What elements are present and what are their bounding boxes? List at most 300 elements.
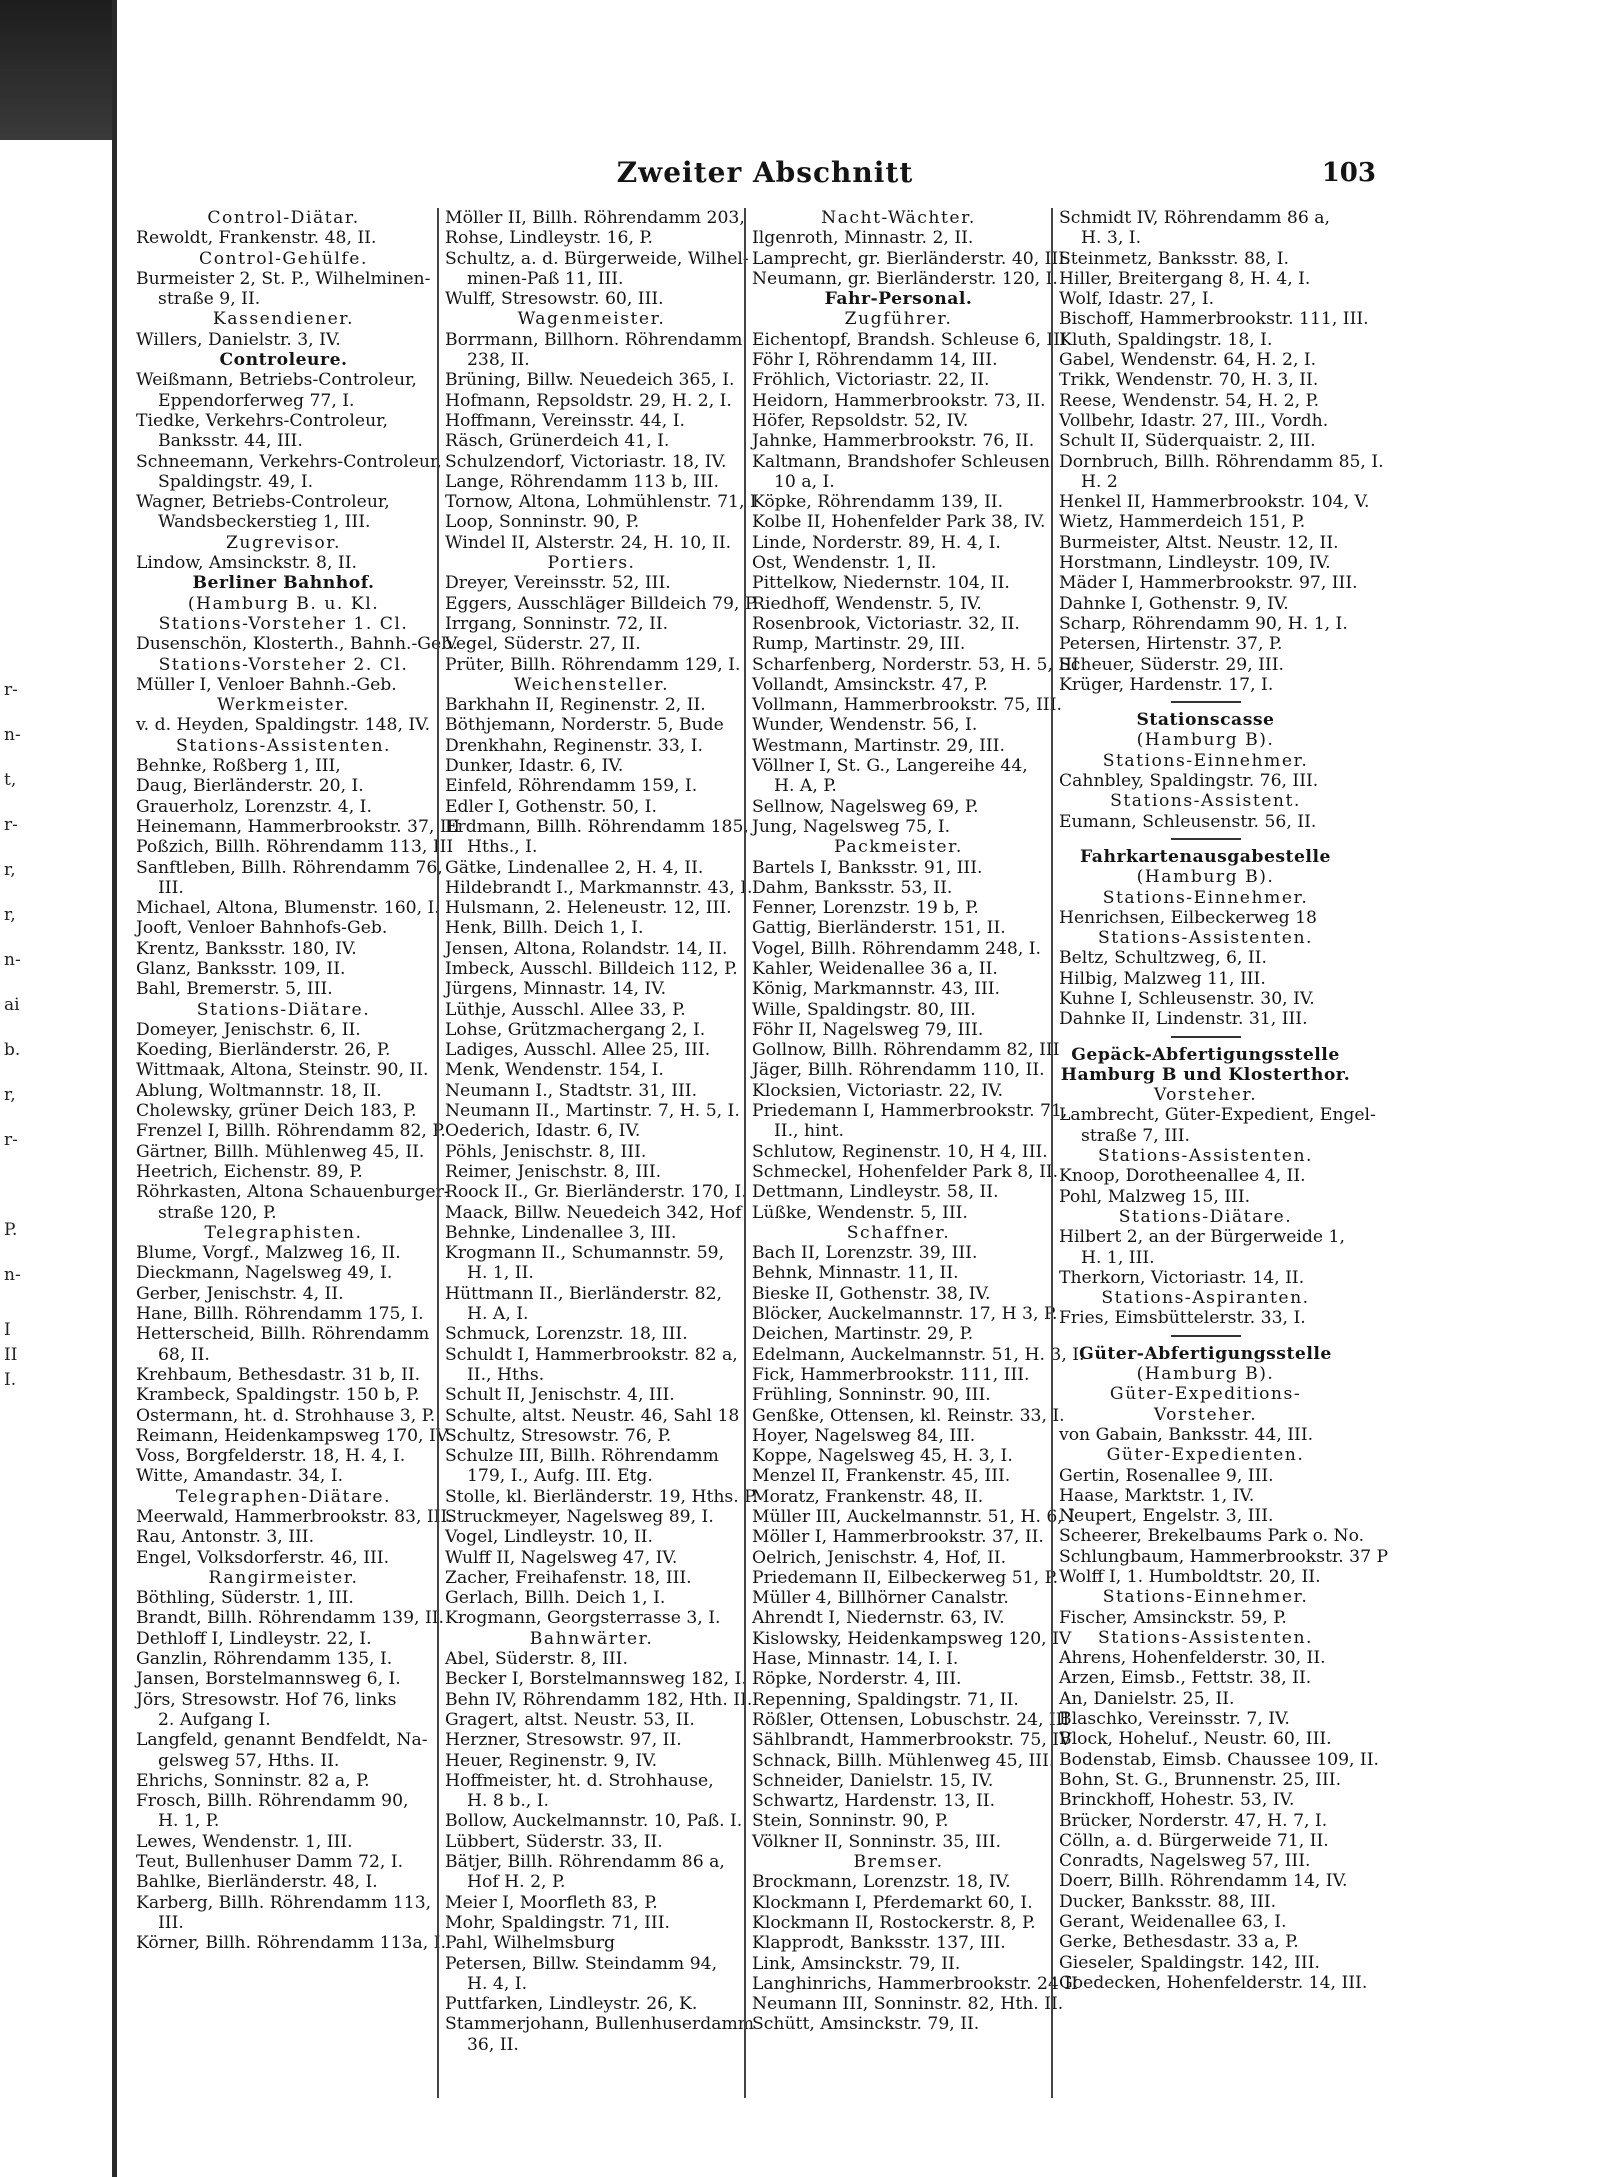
directory-entry: Burmeister, Altst. Neustr. 12, II. xyxy=(1059,532,1339,553)
directory-entry: Meier I, Moorfleth 83, P. xyxy=(445,1892,658,1913)
section-heading: Bahnwärter. xyxy=(529,1628,654,1649)
entry-continuation: Hof H. 2, P. xyxy=(467,1872,566,1893)
directory-entry: Teut, Bullenhuser Damm 72, I. xyxy=(136,1852,404,1873)
directory-entry: Räsch, Grünerdeich 41, I. xyxy=(445,431,670,452)
directory-entry: Tiedke, Verkehrs-Controleur, xyxy=(136,410,388,431)
directory-entry: Dreyer, Vereinsstr. 52, III. xyxy=(445,573,671,594)
directory-entry: Klockmann I, Pferdemarkt 60, I. xyxy=(752,1892,1033,1913)
directory-entry: Rohse, Lindleystr. 16, P. xyxy=(445,228,653,249)
directory-entry: Borrmann, Billhorn. Röhrendamm xyxy=(445,329,743,350)
margin-fragment: n- xyxy=(4,950,21,970)
directory-entry: Schulze III, Billh. Röhrendamm xyxy=(445,1446,719,1467)
margin-fragment: I. xyxy=(4,1370,17,1390)
directory-entry: Neupert, Engelstr. 3, III. xyxy=(1059,1506,1274,1527)
entry-continuation: Wandsbeckerstieg 1, III. xyxy=(158,512,371,533)
directory-entry: Bohn, St. G., Brunnenstr. 25, III. xyxy=(1059,1769,1342,1790)
directory-entry: Wolff I, 1. Humboldtstr. 20, II. xyxy=(1059,1567,1321,1587)
directory-entry: Oelrich, Jenischstr. 4, Hof, II. xyxy=(752,1547,1007,1568)
directory-entry: Behnke, Roßberg 1, III, xyxy=(136,756,341,777)
section-title: Controleure. xyxy=(219,350,348,371)
directory-entry: Blaschko, Vereinsstr. 7, IV. xyxy=(1059,1709,1290,1730)
margin-fragment: r, xyxy=(4,905,16,925)
section-divider xyxy=(1171,1036,1241,1038)
directory-entry: Burmeister 2, St. P., Wilhelminen- xyxy=(136,268,431,289)
directory-entry: Lohse, Grützmachergang 2, I. xyxy=(445,1019,706,1040)
directory-entry: Schulte, altst. Neustr. 46, Sahl 18 xyxy=(445,1405,740,1426)
directory-entry: Hofmann, Repsoldstr. 29, H. 2, I. xyxy=(445,390,732,411)
directory-entry: Hildebrandt I., Markmannstr. 43, I. xyxy=(445,877,753,898)
directory-entry: Krambeck, Spaldingstr. 150 b, P. xyxy=(136,1385,420,1406)
directory-entry: Scharp, Röhrendamm 90, H. 1, I. xyxy=(1059,613,1348,634)
directory-entry: Köpke, Röhrendamm 139, II. xyxy=(752,492,1004,513)
directory-entry: Cölln, a. d. Bürgerweide 71, II. xyxy=(1059,1830,1329,1851)
directory-entry: Rewoldt, Frankenstr. 48, II. xyxy=(136,228,377,249)
directory-entry: Fries, Eimsbüttelerstr. 33, I. xyxy=(1059,1308,1306,1329)
directory-entry: Therkorn, Victoriastr. 14, II. xyxy=(1059,1267,1305,1288)
directory-entry: Scheuer, Süderstr. 29, III. xyxy=(1059,654,1284,675)
directory-entry: Dethloff I, Lindleystr. 22, I. xyxy=(136,1628,372,1649)
directory-entry: Röhrkasten, Altona Schauenburger- xyxy=(136,1182,450,1203)
directory-entry: Steinmetz, Banksstr. 88, I. xyxy=(1059,248,1289,269)
directory-entry: Wunder, Wendenstr. 56, I. xyxy=(752,715,978,736)
directory-entry: Hase, Minnastr. 14, I. I. xyxy=(752,1649,959,1670)
directory-entry: Knoop, Dorotheenallee 4, II. xyxy=(1059,1166,1306,1187)
directory-entry: Föhr II, Nagelsweg 79, III. xyxy=(752,1019,984,1040)
directory-entry: Reimer, Jenischstr. 8, III. xyxy=(445,1161,662,1182)
entry-continuation: II., hint. xyxy=(774,1121,844,1142)
directory-entry: Schultz, Stresowstr. 76, P. xyxy=(445,1425,672,1446)
directory-entry: Goedecken, Hohenfelderstr. 14, III. xyxy=(1059,1972,1368,1993)
directory-entry: Hiller, Breitergang 8, H. 4, I. xyxy=(1059,268,1311,289)
directory-entry: Bahl, Bremerstr. 5, III. xyxy=(136,979,333,1000)
directory-entry: Behnke, Lindenallee 3, III. xyxy=(445,1222,677,1243)
directory-entry: Schmidt IV, Röhrendamm 86 a, xyxy=(1059,208,1330,228)
section-heading: Stations-Aspiranten. xyxy=(1101,1288,1310,1309)
directory-page xyxy=(130,150,1400,2140)
directory-entry: Ehrichs, Sonninstr. 82 a, P. xyxy=(136,1770,370,1791)
directory-entry: Jooft, Venloer Bahnhofs-Geb. xyxy=(136,918,388,939)
directory-entry: Horstmann, Lindleystr. 109, IV. xyxy=(1059,553,1331,574)
directory-entry: Vollandt, Amsinckstr. 47, P. xyxy=(752,674,988,695)
directory-entry: Brücker, Norderstr. 47, H. 7, I. xyxy=(1059,1810,1328,1831)
directory-entry: Kislowsky, Heidenkampsweg 120, IV xyxy=(752,1628,1072,1649)
directory-entry: Jürgens, Minnastr. 14, IV. xyxy=(445,979,667,1000)
directory-entry: Linde, Norderstr. 89, H. 4, I. xyxy=(752,532,1001,553)
entry-continuation: 36, II. xyxy=(467,2034,519,2055)
directory-entry: Wittmaak, Altona, Steinstr. 90, II. xyxy=(136,1060,429,1081)
margin-fragment: II xyxy=(4,1345,18,1365)
directory-entry: Ahrendt I, Niedernstr. 63, IV. xyxy=(752,1608,1005,1629)
directory-entry: Eichentopf, Brandsh. Schleuse 6, III. xyxy=(752,329,1073,350)
directory-entry: Weißmann, Betriebs-Controleur, xyxy=(136,370,417,391)
directory-entry: Block, Hoheluf., Neustr. 60, III. xyxy=(1059,1729,1332,1750)
section-heading: Packmeister. xyxy=(834,837,963,858)
margin-fragment: t, xyxy=(4,770,17,790)
directory-entry: Imbeck, Ausschl. Billdeich 112, P. xyxy=(445,958,738,979)
directory-entry: Gabel, Wendenstr. 64, H. 2, I. xyxy=(1059,350,1317,371)
section-heading: Stations-Assistent. xyxy=(1110,791,1301,812)
directory-entry: Müller 4, Billhörner Canalstr. xyxy=(752,1588,1009,1609)
directory-entry: Brinckhoff, Hohestr. 53, IV. xyxy=(1059,1790,1295,1811)
directory-entry: Jahnke, Hammerbrookstr. 76, II. xyxy=(752,431,1035,452)
directory-entry: Hilbig, Malzweg 11, III. xyxy=(1059,968,1266,989)
directory-entry: Heinemann, Hammerbrookstr. 37, III xyxy=(136,816,461,837)
directory-entry: Repenning, Spaldingstr. 71, II. xyxy=(752,1689,1019,1710)
section-heading: (Hamburg B). xyxy=(1136,867,1275,888)
directory-entry: Rößler, Ottensen, Lobuschstr. 24, III xyxy=(752,1709,1070,1730)
directory-entry: Ducker, Banksstr. 88, III. xyxy=(1059,1891,1277,1912)
directory-entry: Pittelkow, Niedernstr. 104, II. xyxy=(752,573,1010,594)
directory-entry: Petersen, Hirtenstr. 37, P. xyxy=(1059,634,1283,655)
directory-entry: Westmann, Martinstr. 29, III. xyxy=(752,735,1005,756)
entry-continuation: II., Hths. xyxy=(467,1364,545,1385)
directory-entry: Gollnow, Billh. Röhrendamm 82, III xyxy=(752,1040,1060,1061)
directory-entry: Schlutow, Reginenstr. 10, H 4, III. xyxy=(752,1141,1048,1162)
directory-entry: Ahrens, Hohenfelderstr. 30, II. xyxy=(1059,1648,1326,1669)
entry-continuation: 238, II. xyxy=(467,350,530,371)
entry-continuation: 10 a, I. xyxy=(774,471,835,492)
margin-fragment: I xyxy=(4,1320,11,1340)
directory-entry: Gieseler, Spaldingstr. 142, III. xyxy=(1059,1952,1320,1973)
margin-fragment: b. xyxy=(4,1040,21,1060)
directory-entry: Grauerholz, Lorenzstr. 4, I. xyxy=(136,796,372,817)
directory-entry: Zacher, Freihafenstr. 18, III. xyxy=(445,1567,692,1588)
section-heading: Rangirmeister. xyxy=(208,1567,359,1588)
directory-entry: Gerant, Weidenallee 63, I. xyxy=(1059,1912,1287,1933)
directory-entry: Link, Amsinckstr. 79, II. xyxy=(752,1953,961,1974)
directory-entry: Puttfarken, Lindleystr. 26, K. xyxy=(445,1994,698,2015)
directory-entry: Erdmann, Billh. Röhrendamm 185, xyxy=(445,816,749,837)
directory-entry: Bieske II, Gothenstr. 38, IV. xyxy=(752,1283,991,1304)
directory-entry: Fenner, Lorenzstr. 19 b, P. xyxy=(752,898,979,919)
directory-entry: Reese, Wendenstr. 54, H. 2, P. xyxy=(1059,390,1320,411)
directory-entry: Gerlach, Billh. Deich 1, I. xyxy=(445,1588,666,1609)
directory-entry: Struckmeyer, Nagelsweg 89, I. xyxy=(445,1507,714,1527)
margin-fragment: r, xyxy=(4,860,16,880)
directory-entry: Schneider, Danielstr. 15, IV. xyxy=(752,1770,994,1791)
directory-entry: Lambrecht, Güter-Expedient, Engel- xyxy=(1059,1105,1376,1126)
directory-entry: Lamprecht, gr. Bierländerstr. 40, III. xyxy=(752,248,1071,269)
directory-entry: Wille, Spaldingstr. 80, III. xyxy=(752,999,976,1020)
directory-entry: Ganzlin, Röhrendamm 135, I. xyxy=(136,1649,393,1670)
directory-entry: Röpke, Norderstr. 4, III. xyxy=(752,1669,962,1690)
section-heading: Stations-Diätare. xyxy=(196,999,371,1020)
directory-entry: Neumann II., Martinstr. 7, H. 5, I. xyxy=(445,1101,740,1122)
directory-entry: Ostermann, ht. d. Strohhause 3, P. xyxy=(136,1405,436,1426)
directory-entry: Pohl, Malzweg 15, III. xyxy=(1059,1186,1251,1207)
directory-entry: Behn IV, Röhrendamm 182, Hth. II. xyxy=(445,1689,753,1710)
directory-entry: Bätjer, Billh. Röhrendamm 86 a, xyxy=(445,1852,725,1873)
page-title: Zweiter Abschnitt xyxy=(616,156,914,189)
directory-entry: Frühling, Sonninstr. 90, III. xyxy=(752,1385,991,1406)
directory-entry: Schmeckel, Hohenfelder Park 8, II. xyxy=(752,1161,1059,1182)
directory-entry: Schütt, Amsinckstr. 79, II. xyxy=(752,2014,980,2035)
section-title: Berliner Bahnhof. xyxy=(192,573,375,594)
scan-shadow xyxy=(0,0,112,140)
section-heading: Stations-Assistenten. xyxy=(1097,928,1313,949)
section-heading: Portiers. xyxy=(547,553,636,574)
directory-entry: Frenzel I, Billh. Röhrendamm 82, P. xyxy=(136,1121,446,1142)
section-heading: Güter-Expedienten. xyxy=(1106,1445,1305,1466)
column-1 xyxy=(130,208,461,2098)
directory-entry: Schmuck, Lorenzstr. 18, III. xyxy=(445,1324,688,1345)
section-title: Fahrkartenausgabestelle xyxy=(1080,846,1331,867)
directory-entry: Schnack, Billh. Mühlenweg 45, III. xyxy=(752,1750,1055,1771)
directory-entry: Petersen, Billw. Steindamm 94, xyxy=(445,1953,718,1974)
entry-continuation: III. xyxy=(158,1912,184,1933)
directory-entry: Hilbert 2, an der Bürgerweide 1, xyxy=(1059,1227,1345,1248)
directory-entry: Jörs, Stresowstr. Hof 76, links xyxy=(136,1689,397,1710)
directory-entry: Sählbrandt, Hammerbrookstr. 75, IV xyxy=(752,1730,1072,1751)
directory-entry: Poßzich, Billh. Röhrendamm 113, III xyxy=(136,837,454,858)
directory-entry: Fick, Hammerbrookstr. 111, III. xyxy=(752,1364,1030,1385)
directory-entry: Lewes, Wendenstr. 1, III. xyxy=(136,1831,353,1852)
directory-entry: Dahm, Banksstr. 53, II. xyxy=(752,877,953,898)
section-heading: Kassendiener. xyxy=(212,309,355,330)
directory-entry: Koeding, Bierländerstr. 26, P. xyxy=(136,1040,391,1061)
directory-entry: Jansen, Borstelmannsweg 6, I. xyxy=(136,1669,401,1690)
directory-entry: Föhr I, Röhrendamm 14, III. xyxy=(752,350,998,371)
entry-continuation: straße 7, III. xyxy=(1081,1125,1190,1146)
directory-entry: Blöcker, Auckelmannstr. 17, H 3, P. xyxy=(752,1304,1058,1325)
directory-entry: Dahnke I, Gothenstr. 9, IV. xyxy=(1059,593,1289,614)
section-divider xyxy=(1171,701,1241,703)
directory-entry: Lindow, Amsinckstr. 8, II. xyxy=(136,553,357,574)
directory-entry: Dettmann, Lindleystr. 58, II. xyxy=(752,1182,999,1203)
directory-entry: Ladiges, Ausschl. Allee 25, III. xyxy=(445,1040,711,1061)
entry-continuation: straße 9, II. xyxy=(158,289,261,310)
directory-entry: Kolbe II, Hohenfelder Park 38, IV. xyxy=(752,512,1046,533)
section-heading: Bremser. xyxy=(853,1852,944,1873)
directory-entry: Krehbaum, Bethesdastr. 31 b, II. xyxy=(136,1364,421,1385)
entry-continuation: H. 3, I. xyxy=(1081,228,1142,249)
directory-entry: Dunker, Idastr. 6, IV. xyxy=(445,756,624,777)
directory-entry: Wolf, Idastr. 27, I. xyxy=(1059,289,1215,310)
section-title: Güter-Abfertigungsstelle xyxy=(1079,1343,1332,1364)
directory-entry: Gärtner, Billh. Mühlenweg 45, II. xyxy=(136,1141,425,1162)
directory-entry: Kaltmann, Brandshofer Schleusen xyxy=(752,451,1050,472)
entry-continuation: minen-Paß 11, III. xyxy=(467,268,624,289)
directory-entry: Vegel, Süderstr. 27, II. xyxy=(445,634,641,655)
directory-entry: Herzner, Stresowstr. 97, II. xyxy=(445,1730,682,1751)
directory-entry: Möller II, Billh. Röhrendamm 203, xyxy=(445,208,745,228)
entry-continuation: H. 1, III. xyxy=(1081,1247,1155,1268)
directory-entry: Lüthje, Ausschl. Allee 33, P. xyxy=(445,999,686,1020)
directory-entry: Bodenstab, Eimsb. Chaussee 109, II. xyxy=(1059,1749,1379,1770)
section-heading: Stations-Einnehmer. xyxy=(1102,1587,1309,1608)
directory-entry: Ablung, Woltmannstr. 18, II. xyxy=(136,1080,382,1101)
directory-entry: Meerwald, Hammerbrookstr. 83, III. xyxy=(136,1507,453,1527)
directory-entry: Glanz, Banksstr. 109, II. xyxy=(136,958,346,979)
directory-entry: Henkel II, Hammerbrookstr. 104, V. xyxy=(1059,492,1370,513)
entry-continuation: H. 8 b., I. xyxy=(467,1791,549,1812)
columns xyxy=(130,208,1400,2098)
directory-entry: Brockmann, Lorenzstr. 18, IV. xyxy=(752,1872,1011,1893)
section-heading: (Hamburg B. u. Kl. xyxy=(187,593,380,614)
directory-entry: Lüßke, Wendenstr. 5, III. xyxy=(752,1202,968,1223)
entry-continuation: H. 1, P. xyxy=(158,1811,220,1832)
section-heading: Zugrevisor. xyxy=(225,532,342,553)
section-title: Stationscasse xyxy=(1136,710,1275,731)
directory-entry: Hane, Billh. Röhrendamm 175, I. xyxy=(136,1304,424,1325)
directory-entry: Brandt, Billh. Röhrendamm 139, II. xyxy=(136,1608,445,1629)
section-title: Fahr-Personal. xyxy=(824,289,973,310)
section-heading: Schaffner. xyxy=(846,1222,951,1243)
section-heading: Stations-Diätare. xyxy=(1118,1206,1293,1227)
directory-entry: Henk, Billh. Deich 1, I. xyxy=(445,918,644,939)
directory-entry: An, Danielstr. 25, II. xyxy=(1059,1688,1235,1709)
margin-fragment: r- xyxy=(4,815,18,835)
directory-entry: Cholewsky, grüner Deich 183, P. xyxy=(136,1101,417,1122)
directory-entry: Gätke, Lindenallee 2, H. 4, II. xyxy=(445,857,704,878)
margin-fragment: r- xyxy=(4,680,18,700)
directory-entry: Roock II., Gr. Bierländerstr. 170, I. xyxy=(445,1182,747,1203)
entry-continuation: Banksstr. 44, III. xyxy=(158,431,303,452)
entry-continuation: 179, I., Aufg. III. Etg. xyxy=(467,1466,653,1487)
directory-entry: Pahl, Wilhelmsburg xyxy=(445,1933,616,1954)
directory-entry: Barkhahn II, Reginenstr. 2, II. xyxy=(445,695,706,716)
directory-entry: Sanftleben, Billh. Röhrendamm 76, xyxy=(136,857,443,878)
directory-entry: Höfer, Repsoldstr. 52, IV. xyxy=(752,410,969,431)
directory-entry: Schlungbaum, Hammerbrookstr. 37 P xyxy=(1059,1546,1389,1567)
directory-entry: Schult II, Süderquaistr. 2, III. xyxy=(1059,431,1316,452)
directory-entry: Menk, Wendenstr. 154, I. xyxy=(445,1060,664,1081)
directory-entry: Schuldt I, Hammerbrookstr. 82 a, xyxy=(445,1344,738,1365)
directory-entry: Doerr, Billh. Röhrendamm 14, IV. xyxy=(1059,1871,1348,1892)
directory-entry: Gerke, Bethesdastr. 33 a, P. xyxy=(1059,1932,1299,1953)
directory-entry: Trikk, Wendenstr. 70, H. 3, II. xyxy=(1059,370,1319,391)
directory-entry: Fröhlich, Victoriastr. 22, II. xyxy=(752,370,990,391)
directory-entry: Krogmann, Georgsterrasse 3, I. xyxy=(445,1608,721,1629)
directory-entry: Wulff, Stresowstr. 60, III. xyxy=(445,289,664,310)
margin-fragment: n- xyxy=(4,725,21,745)
directory-entry: Jäger, Billh. Röhrendamm 110, II. xyxy=(752,1060,1045,1081)
column-3 xyxy=(744,208,1085,2098)
directory-entry: Beltz, Schultzweg, 6, II. xyxy=(1059,948,1267,969)
directory-entry: Karberg, Billh. Röhrendamm 113, xyxy=(136,1892,432,1913)
directory-entry: Vogel, Lindleystr. 10, II. xyxy=(445,1527,653,1548)
entry-continuation: straße 120, P. xyxy=(158,1202,277,1223)
directory-entry: Fischer, Amsinckstr. 59, P. xyxy=(1059,1607,1287,1628)
directory-entry: Irrgang, Sonninstr. 72, II. xyxy=(445,613,669,634)
directory-entry: v. d. Heyden, Spaldingstr. 148, IV. xyxy=(136,715,431,736)
entry-continuation: H. 2 xyxy=(1081,471,1118,492)
directory-entry: Engel, Volksdorferstr. 46, III. xyxy=(136,1547,390,1568)
directory-entry: Domeyer, Jenischstr. 6, II. xyxy=(136,1019,361,1040)
directory-entry: Mohr, Spaldingstr. 71, III. xyxy=(445,1912,670,1933)
margin-fragment: n- xyxy=(4,1265,21,1285)
section-heading: Werkmeister. xyxy=(217,695,350,716)
section-heading: Telegraphen-Diätare. xyxy=(175,1486,392,1507)
directory-entry: Conradts, Nagelsweg 57, III. xyxy=(1059,1851,1311,1872)
directory-entry: Moratz, Frankenstr. 48, II. xyxy=(752,1486,984,1507)
directory-entry: Schneemann, Verkehrs-Controleur, xyxy=(136,451,442,472)
entry-continuation: gelsweg 57, Hths. II. xyxy=(158,1750,340,1771)
directory-entry: Deichen, Martinstr. 29, P. xyxy=(752,1324,974,1345)
directory-entry: Oederich, Idastr. 6, IV. xyxy=(445,1121,641,1142)
directory-entry: Pöhls, Jenischstr. 8, III. xyxy=(445,1141,647,1162)
directory-entry: Behnk, Minnastr. 11, II. xyxy=(752,1263,959,1284)
section-heading: Stations-Vorsteher 1. Cl. xyxy=(158,613,409,634)
entry-continuation: III. xyxy=(158,877,184,898)
directory-entry: Bahlke, Bierländerstr. 48, I. xyxy=(136,1872,378,1893)
directory-entry: Neumann III, Sonninstr. 82, Hth. II. xyxy=(752,1994,1064,2015)
section-title: Gepäck-Abfertigungsstelle xyxy=(1071,1044,1340,1065)
directory-entry: Lübbert, Süderstr. 33, II. xyxy=(445,1831,663,1852)
directory-entry: Bach II, Lorenzstr. 39, III. xyxy=(752,1243,978,1264)
directory-entry: Bischoff, Hammerbrookstr. 111, III. xyxy=(1059,309,1369,330)
section-heading: Güter-Expeditions- xyxy=(1109,1384,1302,1405)
directory-entry: Heetrich, Eichenstr. 89, P. xyxy=(136,1161,363,1182)
margin-fragment: r- xyxy=(4,1130,18,1150)
directory-entry: Dusenschön, Klosterth., Bahnh.-Geb. xyxy=(136,634,458,655)
directory-entry: Müller III, Auckelmannstr. 51, H. 6, I xyxy=(752,1507,1076,1527)
directory-entry: Mäder I, Hammerbrookstr. 97, III. xyxy=(1059,573,1358,594)
directory-entry: Gattig, Bierländerstr. 151, II. xyxy=(752,918,1006,939)
directory-entry: Koppe, Nagelsweg 45, H. 3, I. xyxy=(752,1446,1013,1467)
directory-entry: Rosenbrook, Victoriastr. 32, II. xyxy=(752,613,1020,634)
entry-continuation: 68, II. xyxy=(158,1344,210,1365)
section-divider xyxy=(1171,1335,1241,1337)
directory-entry: Vollmann, Hammerbrookstr. 75, III. xyxy=(752,695,1062,716)
directory-entry: Vogel, Billh. Röhrendamm 248, I. xyxy=(752,938,1042,959)
directory-entry: Maack, Billw. Neuedeich 342, Hof xyxy=(445,1202,742,1223)
directory-entry: Wulff II, Nagelsweg 47, IV. xyxy=(445,1547,678,1568)
directory-entry: Hoffmeister, ht. d. Strohhause, xyxy=(445,1770,714,1791)
section-heading: Telegraphisten. xyxy=(204,1222,363,1243)
directory-entry: Scharfenberg, Norderstr. 53, H. 5, III xyxy=(752,654,1079,675)
section-heading: Control-Diätar. xyxy=(207,208,360,228)
directory-entry: Ost, Wendenstr. 1, II. xyxy=(752,553,937,574)
section-heading: Vorsteher. xyxy=(1153,1404,1258,1425)
directory-entry: Hoyer, Nagelsweg 84, III. xyxy=(752,1425,976,1446)
directory-entry: Michael, Altona, Blumenstr. 160, I. xyxy=(136,898,440,919)
directory-entry: Brüning, Billw. Neuedeich 365, I. xyxy=(445,370,735,391)
section-heading: Stations-Vorsteher 2. Cl. xyxy=(158,654,409,675)
section-heading: Stations-Assistenten. xyxy=(1097,1627,1313,1648)
directory-entry: Bartels I, Banksstr. 91, III. xyxy=(752,857,983,878)
section-heading: Stations-Einnehmer. xyxy=(1102,887,1309,908)
directory-entry: Eggers, Ausschläger Billdeich 79, P. xyxy=(445,593,759,614)
directory-entry: Sellnow, Nagelsweg 69, P. xyxy=(752,796,979,817)
directory-entry: Klockmann II, Rostockerstr. 8, P. xyxy=(752,1912,1036,1933)
directory-entry: Kuhne I, Schleusenstr. 30, IV. xyxy=(1059,988,1315,1009)
directory-entry: Ilgenroth, Minnastr. 2, II. xyxy=(752,228,974,249)
directory-entry: Scheerer, Brekelbaums Park o. No. xyxy=(1059,1526,1365,1547)
directory-entry: von Gabain, Banksstr. 44, III. xyxy=(1059,1424,1314,1445)
margin-fragment: P. xyxy=(4,1220,18,1240)
directory-entry: Böthling, Süderstr. 1, III. xyxy=(136,1588,354,1609)
directory-entry: Eumann, Schleusenstr. 56, II. xyxy=(1059,811,1317,832)
directory-entry: Reimann, Heidenkampsweg 170, IV. xyxy=(136,1425,451,1446)
section-heading: Control-Gehülfe. xyxy=(199,248,368,269)
directory-entry: Dieckmann, Nagelsweg 49, I. xyxy=(136,1263,393,1284)
section-heading: Stations-Assistenten. xyxy=(175,735,391,756)
directory-entry: Edelmann, Auckelmannstr. 51, H. 3, I. xyxy=(752,1344,1085,1365)
previous-page-edge xyxy=(0,0,117,2177)
section-heading: (Hamburg B). xyxy=(1136,730,1275,751)
directory-entry: Kahler, Weidenallee 36 a, II. xyxy=(752,958,998,979)
entry-continuation: H. 4, I. xyxy=(467,1973,528,1994)
section-heading: Weichensteller. xyxy=(513,674,670,695)
directory-entry: Rau, Antonstr. 3, III. xyxy=(136,1527,315,1548)
page-header xyxy=(130,150,1400,208)
page-number: 103 xyxy=(1321,158,1376,188)
directory-entry: Stolle, kl. Bierländerstr. 19, Hths. P. xyxy=(445,1486,758,1507)
directory-entry: Wagner, Betriebs-Controleur, xyxy=(136,492,390,513)
directory-entry: Henrichsen, Eilbeckerweg 18 xyxy=(1059,907,1317,928)
column-4 xyxy=(1051,208,1389,2098)
